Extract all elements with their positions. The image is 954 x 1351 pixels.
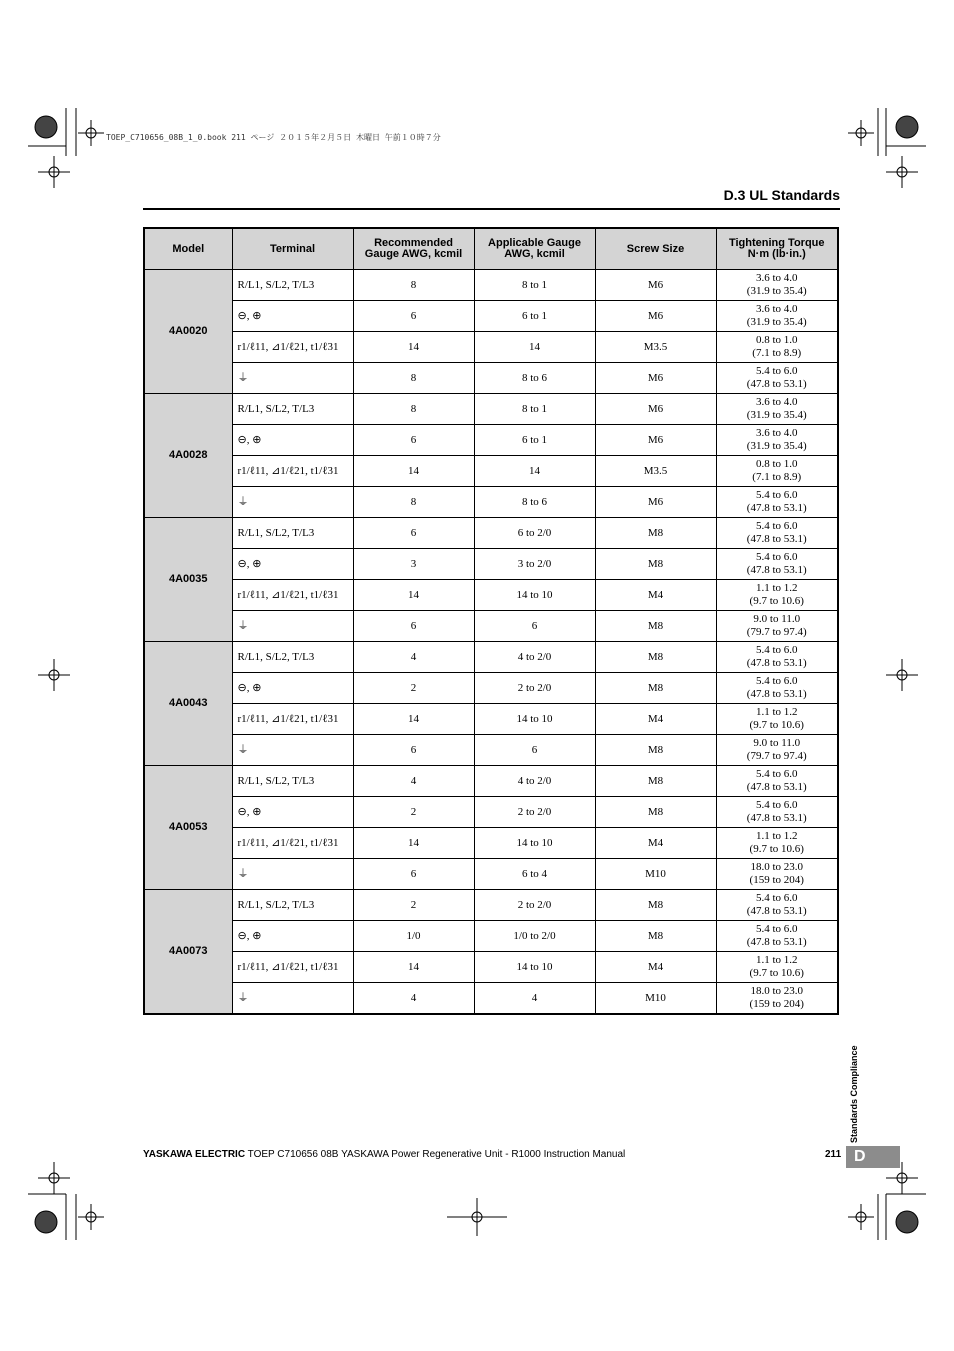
terminal-cell: ⊖, ⊕ <box>232 673 353 704</box>
terminal-cell: r1/ℓ11, ⊿1/ℓ21, t1/ℓ31 <box>232 952 353 983</box>
applicable-gauge-cell: 14 to 10 <box>474 828 595 859</box>
col-header-screw: Screw Size <box>595 228 716 270</box>
torque-cell <box>716 332 838 363</box>
col-header-terminal: Terminal <box>232 228 353 270</box>
applicable-gauge-cell: 2 to 2/0 <box>474 673 595 704</box>
table-row <box>144 425 838 456</box>
footer-text: TOEP C710656 08B YASKAWA Power Regenerative Unit - R1000 Instruction Manual <box>245 1149 626 1160</box>
recommended-gauge-cell: 6 <box>353 735 474 766</box>
terminal-cell: ⊖, ⊕ <box>232 301 353 332</box>
torque-nm: 1.1 to 1.2 <box>755 706 798 718</box>
terminal-cell: ⏚ <box>232 735 353 766</box>
torque-lbin: (47.8 to 53.1) <box>746 657 807 669</box>
screw-size-cell: M8 <box>595 611 716 642</box>
torque-nm: 3.6 to 4.0 <box>755 272 798 284</box>
terminal-cell: r1/ℓ11, ⊿1/ℓ21, t1/ℓ31 <box>232 456 353 487</box>
table-row <box>144 735 838 766</box>
torque-cell <box>716 580 838 611</box>
applicable-gauge-cell: 8 to 6 <box>474 363 595 394</box>
screw-size-cell: M8 <box>595 549 716 580</box>
screw-size-cell: M4 <box>595 828 716 859</box>
terminal-cell: r1/ℓ11, ⊿1/ℓ21, t1/ℓ31 <box>232 580 353 611</box>
torque-cell <box>716 456 838 487</box>
table-row <box>144 828 838 859</box>
torque-lbin: (47.8 to 53.1) <box>746 564 807 576</box>
torque-lbin: (159 to 204) <box>749 874 804 886</box>
torque-nm: 3.6 to 4.0 <box>755 303 798 315</box>
terminal-cell: r1/ℓ11, ⊿1/ℓ21, t1/ℓ31 <box>232 704 353 735</box>
screw-size-cell: M3.5 <box>595 332 716 363</box>
screw-size-cell: M8 <box>595 735 716 766</box>
torque-lbin: (9.7 to 10.6) <box>749 843 804 855</box>
screw-size-cell: M4 <box>595 952 716 983</box>
torque-nm: 5.4 to 6.0 <box>755 675 798 687</box>
torque-lbin: (47.8 to 53.1) <box>746 812 807 824</box>
screw-size-cell: M4 <box>595 704 716 735</box>
terminal-cell: ⊖, ⊕ <box>232 797 353 828</box>
applicable-gauge-cell: 6 to 1 <box>474 425 595 456</box>
torque-lbin: (31.9 to 35.4) <box>746 285 807 297</box>
applicable-gauge-cell: 6 to 4 <box>474 859 595 890</box>
torque-nm: 5.4 to 6.0 <box>755 365 798 377</box>
torque-nm: 1.1 to 1.2 <box>755 954 798 966</box>
recommended-gauge-cell: 8 <box>353 363 474 394</box>
recommended-gauge-cell: 14 <box>353 580 474 611</box>
screw-size-cell: M8 <box>595 518 716 549</box>
torque-nm: 5.4 to 6.0 <box>755 799 798 811</box>
torque-nm: 9.0 to 11.0 <box>753 737 801 749</box>
recommended-gauge-cell: 8 <box>353 487 474 518</box>
torque-cell <box>716 735 838 766</box>
applicable-gauge-cell: 8 to 1 <box>474 394 595 425</box>
torque-lbin: (47.8 to 53.1) <box>746 378 807 390</box>
torque-cell <box>716 952 838 983</box>
model-cell: 4A0053 <box>144 766 232 890</box>
table-row <box>144 859 838 890</box>
applicable-gauge-cell: 1/0 to 2/0 <box>474 921 595 952</box>
col-header-recommended: Recommended Gauge AWG, kcmil <box>353 228 474 270</box>
table-row <box>144 270 838 301</box>
applicable-gauge-cell: 6 <box>474 735 595 766</box>
model-cell: 4A0020 <box>144 270 232 394</box>
recommended-gauge-cell: 6 <box>353 425 474 456</box>
torque-cell <box>716 704 838 735</box>
table-row <box>144 332 838 363</box>
recommended-gauge-cell: 14 <box>353 704 474 735</box>
torque-nm: 0.8 to 1.0 <box>755 334 798 346</box>
terminal-cell: R/L1, S/L2, T/L3 <box>232 518 353 549</box>
screw-size-cell: M6 <box>595 270 716 301</box>
table-row <box>144 487 838 518</box>
torque-cell <box>716 797 838 828</box>
terminal-cell: R/L1, S/L2, T/L3 <box>232 890 353 921</box>
applicable-gauge-cell: 3 to 2/0 <box>474 549 595 580</box>
applicable-gauge-cell: 4 <box>474 983 595 1015</box>
recommended-gauge-cell: 2 <box>353 797 474 828</box>
torque-lbin: (47.8 to 53.1) <box>746 936 807 948</box>
table-row <box>144 549 838 580</box>
table-row <box>144 952 838 983</box>
terminal-cell: R/L1, S/L2, T/L3 <box>232 642 353 673</box>
table-row <box>144 394 838 425</box>
torque-cell <box>716 425 838 456</box>
model-cell: 4A0043 <box>144 642 232 766</box>
torque-nm: 9.0 to 11.0 <box>753 613 801 625</box>
recommended-gauge-cell: 6 <box>353 301 474 332</box>
torque-lbin: (79.7 to 97.4) <box>746 626 807 638</box>
torque-cell <box>716 673 838 704</box>
torque-nm: 1.1 to 1.2 <box>755 582 798 594</box>
screw-size-cell: M8 <box>595 921 716 952</box>
model-cell: 4A0035 <box>144 518 232 642</box>
recommended-gauge-cell: 6 <box>353 859 474 890</box>
col-header-applicable: Applicable Gauge AWG, kcmil <box>474 228 595 270</box>
table-header-row <box>144 228 838 270</box>
torque-lbin: (9.7 to 10.6) <box>749 719 804 731</box>
table-row <box>144 363 838 394</box>
torque-nm: 3.6 to 4.0 <box>755 427 798 439</box>
torque-lbin: (7.1 to 8.9) <box>752 347 802 359</box>
terminal-cell: r1/ℓ11, ⊿1/ℓ21, t1/ℓ31 <box>232 828 353 859</box>
torque-cell <box>716 270 838 301</box>
table-row <box>144 673 838 704</box>
table-row <box>144 797 838 828</box>
torque-cell <box>716 394 838 425</box>
recommended-gauge-cell: 4 <box>353 642 474 673</box>
recommended-gauge-cell: 1/0 <box>353 921 474 952</box>
torque-lbin: (79.7 to 97.4) <box>746 750 807 762</box>
model-cell: 4A0028 <box>144 394 232 518</box>
torque-nm: 5.4 to 6.0 <box>755 520 798 532</box>
applicable-gauge-cell: 8 to 1 <box>474 270 595 301</box>
torque-lbin: (31.9 to 35.4) <box>746 440 807 452</box>
torque-cell <box>716 859 838 890</box>
torque-cell <box>716 828 838 859</box>
screw-size-cell: M8 <box>595 797 716 828</box>
torque-cell <box>716 487 838 518</box>
table-row <box>144 921 838 952</box>
torque-nm: 3.6 to 4.0 <box>755 396 798 408</box>
terminal-cell: ⊖, ⊕ <box>232 921 353 952</box>
terminal-cell: ⏚ <box>232 363 353 394</box>
table-row <box>144 983 838 1015</box>
terminal-cell: R/L1, S/L2, T/L3 <box>232 766 353 797</box>
chapter-tab: D <box>846 1146 900 1168</box>
torque-nm: 0.8 to 1.0 <box>755 458 798 470</box>
screw-size-cell: M3.5 <box>595 456 716 487</box>
header-rule <box>143 208 840 210</box>
screw-size-cell: M8 <box>595 642 716 673</box>
wire-gauge-table <box>143 227 839 1015</box>
torque-cell <box>716 642 838 673</box>
applicable-gauge-cell: 14 to 10 <box>474 704 595 735</box>
table-row <box>144 642 838 673</box>
screw-size-cell: M8 <box>595 673 716 704</box>
footer <box>143 1149 625 1160</box>
screw-size-cell: M6 <box>595 425 716 456</box>
terminal-cell: ⊖, ⊕ <box>232 425 353 456</box>
recommended-gauge-cell: 6 <box>353 518 474 549</box>
table-row <box>144 890 838 921</box>
table-body <box>144 270 838 1015</box>
terminal-cell: ⏚ <box>232 487 353 518</box>
recommended-gauge-cell: 14 <box>353 828 474 859</box>
torque-lbin: (47.8 to 53.1) <box>746 688 807 700</box>
torque-nm: 5.4 to 6.0 <box>755 644 798 656</box>
table-row <box>144 518 838 549</box>
torque-nm: 5.4 to 6.0 <box>755 768 798 780</box>
terminal-cell: ⏚ <box>232 611 353 642</box>
torque-cell <box>716 363 838 394</box>
applicable-gauge-cell: 2 to 2/0 <box>474 890 595 921</box>
torque-nm: 5.4 to 6.0 <box>755 892 798 904</box>
torque-cell <box>716 921 838 952</box>
applicable-gauge-cell: 14 <box>474 332 595 363</box>
screw-size-cell: M6 <box>595 394 716 425</box>
torque-cell <box>716 549 838 580</box>
torque-lbin: (47.8 to 53.1) <box>746 533 807 545</box>
torque-lbin: (9.7 to 10.6) <box>749 595 804 607</box>
screw-size-cell: M6 <box>595 363 716 394</box>
col-header-torque: Tightening Torque N·m (lb·in.) <box>716 228 838 270</box>
applicable-gauge-cell: 8 to 6 <box>474 487 595 518</box>
applicable-gauge-cell: 4 to 2/0 <box>474 642 595 673</box>
print-info-line: TOEP_C710656_08B_1_0.book 211 ページ ２０１５年２月５日 木曜日 午前１０時７分 <box>106 133 441 142</box>
table-row <box>144 611 838 642</box>
recommended-gauge-cell: 14 <box>353 952 474 983</box>
terminal-cell: ⊖, ⊕ <box>232 549 353 580</box>
screw-size-cell: M6 <box>595 487 716 518</box>
torque-cell <box>716 766 838 797</box>
torque-nm: 18.0 to 23.0 <box>750 861 804 873</box>
applicable-gauge-cell: 14 to 10 <box>474 580 595 611</box>
table-row <box>144 301 838 332</box>
table-row <box>144 456 838 487</box>
torque-lbin: (47.8 to 53.1) <box>746 502 807 514</box>
terminal-cell: R/L1, S/L2, T/L3 <box>232 394 353 425</box>
recommended-gauge-cell: 14 <box>353 456 474 487</box>
torque-lbin: (47.8 to 53.1) <box>746 781 807 793</box>
footer-brand: YASKAWA ELECTRIC <box>143 1149 246 1160</box>
recommended-gauge-cell: 6 <box>353 611 474 642</box>
torque-lbin: (7.1 to 8.9) <box>752 471 802 483</box>
torque-lbin: (31.9 to 35.4) <box>746 316 807 328</box>
recommended-gauge-cell: 8 <box>353 270 474 301</box>
applicable-gauge-cell: 6 to 1 <box>474 301 595 332</box>
torque-cell <box>716 983 838 1015</box>
recommended-gauge-cell: 3 <box>353 549 474 580</box>
recommended-gauge-cell: 4 <box>353 766 474 797</box>
torque-nm: 5.4 to 6.0 <box>755 489 798 501</box>
torque-lbin: (9.7 to 10.6) <box>749 967 804 979</box>
applicable-gauge-cell: 4 to 2/0 <box>474 766 595 797</box>
torque-lbin: (159 to 204) <box>749 998 804 1010</box>
screw-size-cell: M4 <box>595 580 716 611</box>
torque-cell <box>716 301 838 332</box>
torque-nm: 1.1 to 1.2 <box>755 830 798 842</box>
screw-size-cell: M6 <box>595 301 716 332</box>
torque-cell <box>716 518 838 549</box>
recommended-gauge-cell: 14 <box>353 332 474 363</box>
screw-size-cell: M10 <box>595 859 716 890</box>
torque-nm: 18.0 to 23.0 <box>750 985 804 997</box>
screw-size-cell: M8 <box>595 766 716 797</box>
torque-cell <box>716 611 838 642</box>
recommended-gauge-cell: 4 <box>353 983 474 1015</box>
table-row <box>144 766 838 797</box>
table-row <box>144 704 838 735</box>
torque-lbin: (31.9 to 35.4) <box>746 409 807 421</box>
table-row <box>144 580 838 611</box>
section-title: D.3 UL Standards <box>723 187 840 203</box>
screw-size-cell: M10 <box>595 983 716 1015</box>
applicable-gauge-cell: 14 to 10 <box>474 952 595 983</box>
torque-nm: 5.4 to 6.0 <box>755 551 798 563</box>
recommended-gauge-cell: 2 <box>353 673 474 704</box>
col-header-model: Model <box>144 228 232 270</box>
sidebar-label: Standards Compliance <box>849 1045 859 1143</box>
screw-size-cell: M8 <box>595 890 716 921</box>
terminal-cell: ⏚ <box>232 983 353 1015</box>
terminal-cell: r1/ℓ11, ⊿1/ℓ21, t1/ℓ31 <box>232 332 353 363</box>
applicable-gauge-cell: 6 to 2/0 <box>474 518 595 549</box>
torque-cell <box>716 890 838 921</box>
terminal-cell: ⏚ <box>232 859 353 890</box>
applicable-gauge-cell: 2 to 2/0 <box>474 797 595 828</box>
applicable-gauge-cell: 6 <box>474 611 595 642</box>
model-cell: 4A0073 <box>144 890 232 1015</box>
torque-nm: 5.4 to 6.0 <box>755 923 798 935</box>
terminal-cell: R/L1, S/L2, T/L3 <box>232 270 353 301</box>
torque-lbin: (47.8 to 53.1) <box>746 905 807 917</box>
recommended-gauge-cell: 8 <box>353 394 474 425</box>
recommended-gauge-cell: 2 <box>353 890 474 921</box>
applicable-gauge-cell: 14 <box>474 456 595 487</box>
page-number: 211 <box>825 1149 842 1160</box>
